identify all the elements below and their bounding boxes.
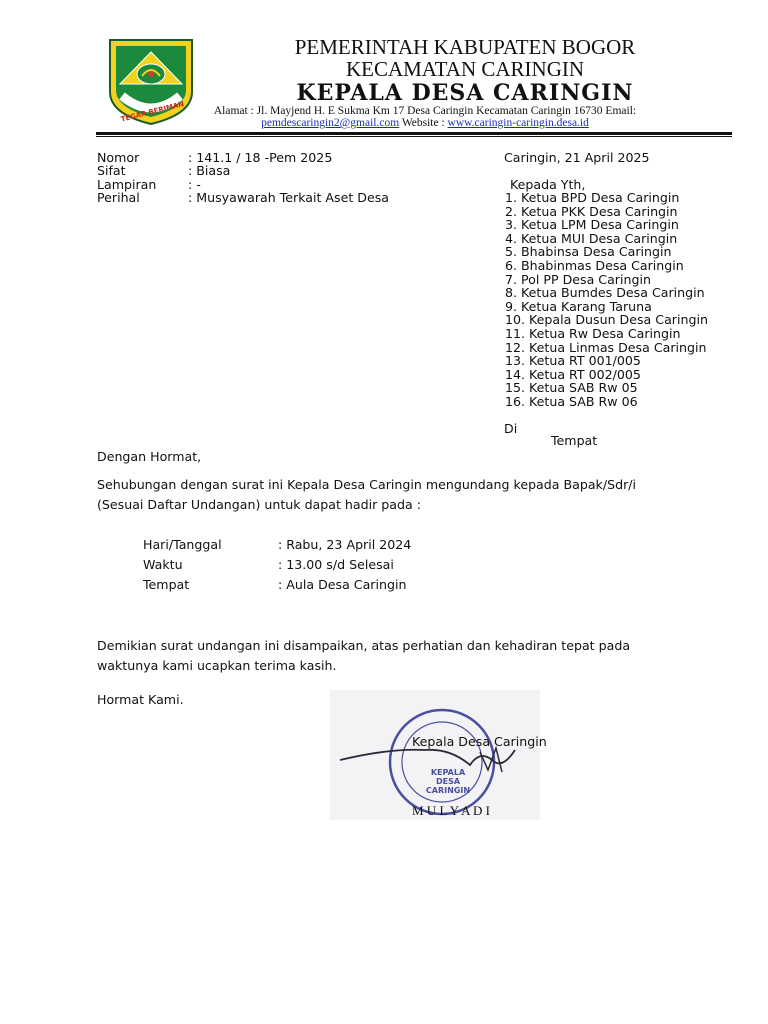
recipient-item: 12. Ketua Linmas Desa Caringin bbox=[505, 339, 707, 355]
addressee-intro: Kepada Yth, bbox=[510, 177, 586, 192]
event-place-value: : Aula Desa Caringin bbox=[278, 577, 407, 592]
recipient-item: 5. Bhabinsa Desa Caringin bbox=[505, 244, 672, 260]
signer-name: M U L Y A D I bbox=[412, 803, 490, 818]
official-stamp bbox=[330, 690, 540, 820]
recipient-item: 6. Bhabinmas Desa Caringin bbox=[505, 257, 684, 273]
recipient-item: 13. Ketua RT 001/005 bbox=[505, 353, 641, 369]
salutation: Dengan Hormat, bbox=[97, 449, 202, 464]
letterhead-line-2: KECAMATAN CARINGIN bbox=[345, 57, 585, 81]
closing-line-2: waktunya kami ucapkan terima kasih. bbox=[97, 658, 337, 673]
regards: Hormat Kami. bbox=[97, 692, 184, 707]
email-link[interactable]: pemdescaringin2@gmail.com bbox=[261, 117, 400, 129]
svg-text:TEGAR BERIMAN: TEGAR BERIMAN bbox=[119, 100, 185, 124]
letterhead-address: Alamat : Jl. Mayjend H. E Sukma Km 17 Desa Caringin Kecamatan Caringin 16730 Email: bbox=[213, 105, 637, 117]
recipient-item: 14. Ketua RT 002/005 bbox=[505, 366, 641, 382]
nomor-value: : 141.1 / 18 -Pem 2025 bbox=[188, 150, 333, 165]
recipient-item: 16. Ketua SAB Rw 06 bbox=[505, 393, 638, 409]
letterhead-contact bbox=[130, 117, 720, 129]
lampiran-label: Lampiran bbox=[97, 177, 157, 192]
event-day-label: Hari/Tanggal bbox=[143, 537, 222, 552]
recipient-item: 4. Ketua MUI Desa Caringin bbox=[505, 230, 678, 246]
nomor-label: Nomor bbox=[97, 150, 140, 165]
paragraph-1-line-1: Sehubungan dengan surat ini Kepala Desa Caringin mengundang kepada Bapak/Sdr/i bbox=[97, 477, 637, 492]
stamp-inner-line-1: KEPALA DESA bbox=[430, 768, 466, 786]
letterhead-rule-thick bbox=[96, 132, 732, 135]
stamp-inner-line-2: CARINGIN bbox=[425, 786, 471, 795]
recipient-item: 2. Ketua PKK Desa Caringin bbox=[505, 203, 678, 219]
recipient-item: 11. Ketua Rw Desa Caringin bbox=[505, 325, 681, 341]
recipient-item: 8. Ketua Bumdes Desa Caringin bbox=[505, 285, 705, 301]
tempat-address: Tempat bbox=[551, 433, 598, 448]
sifat-value: : Biasa bbox=[188, 163, 231, 178]
recipient-item: 7. Pol PP Desa Caringin bbox=[505, 271, 651, 287]
sifat-label: Sifat bbox=[97, 163, 126, 178]
signer-title: Kepala Desa Caringin bbox=[412, 734, 547, 749]
di-label: Di bbox=[504, 421, 518, 436]
place-date: Caringin, 21 April 2025 bbox=[504, 150, 650, 165]
website-label: Website : bbox=[401, 117, 445, 129]
event-day-value: : Rabu, 23 April 2024 bbox=[278, 537, 412, 552]
perihal-label: Perihal bbox=[97, 190, 140, 205]
recipient-list bbox=[505, 191, 708, 409]
event-place-label: Tempat bbox=[143, 577, 190, 592]
event-time-label: Waktu bbox=[143, 557, 183, 572]
event-time-value: : 13.00 s/d Selesai bbox=[278, 557, 394, 572]
recipient-item: 15. Ketua SAB Rw 05 bbox=[505, 380, 638, 396]
perihal-value: : Musyawarah Terkait Aset Desa bbox=[188, 190, 390, 205]
letterhead-line-1: PEMERINTAH KABUPATEN BOGOR bbox=[294, 35, 636, 59]
letterhead-rule-thin bbox=[96, 136, 732, 137]
recipient-item: 10. Kepala Dusun Desa Caringin bbox=[505, 312, 708, 328]
lampiran-value: : - bbox=[188, 177, 201, 192]
recipient-item: 3. Ketua LPM Desa Caringin bbox=[505, 217, 679, 233]
recipient-item: 9. Ketua Karang Taruna bbox=[505, 298, 652, 314]
letterhead-title: KEPALA DESA CARINGIN bbox=[296, 80, 634, 106]
website-link[interactable]: www.caringin-caringin.desa.id bbox=[447, 117, 589, 129]
stamp-inner-text bbox=[418, 768, 478, 795]
recipient-item: 1. Ketua BPD Desa Caringin bbox=[505, 190, 680, 205]
closing-line-1: Demikian surat undangan ini disampaikan, atas perhatian dan kehadiran tepat pada bbox=[97, 638, 631, 653]
paragraph-1-line-2: (Sesuai Daftar Undangan) untuk dapat hadir pada : bbox=[97, 497, 421, 512]
